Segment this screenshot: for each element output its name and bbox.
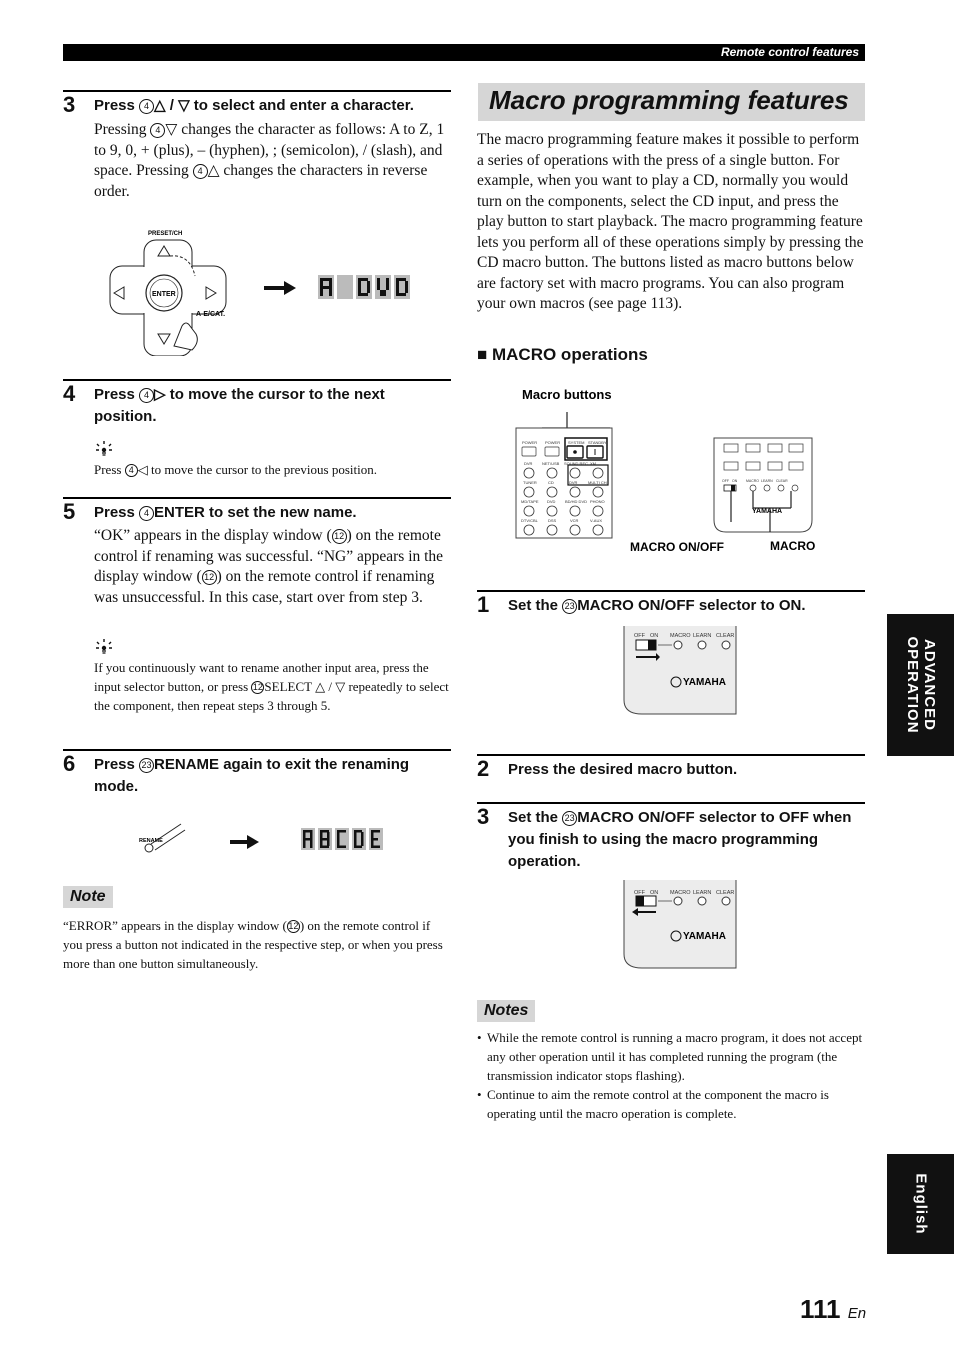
remote-label: V-AUX: [590, 518, 603, 523]
side-tab-language-label: English: [912, 1173, 929, 1235]
rename-button-label: RENAME: [139, 838, 163, 844]
step-heading: [94, 754, 454, 798]
heading-text-a: Set the: [508, 809, 559, 826]
remote-label: POWER: [545, 440, 561, 445]
switch-label: CLEAR: [776, 479, 788, 483]
tip-lightbulb-icon: [94, 439, 114, 459]
step-heading: [94, 384, 434, 428]
key-number-badge: 12: [202, 570, 217, 585]
step-number: 3: [477, 804, 490, 829]
tip-text-b: ◁ to move the cursor to the previous position.: [137, 462, 377, 477]
notes-list: [477, 1028, 865, 1123]
key-number-badge: 23: [562, 599, 577, 614]
step-rule: [477, 754, 865, 756]
body-text-b: ▽ changes the character as follows: A to Z, 1 to 9, 0, + (plus), – (hyphen), ; (semicolon), / (slash), and space. Pressing: [94, 121, 445, 179]
switch-label: LEARN: [693, 890, 712, 896]
cursor-pad-illustration: [100, 226, 420, 356]
page-title-box: [478, 83, 865, 121]
key-number-badge: 4: [125, 464, 138, 477]
heading-text-a: Press: [94, 386, 135, 403]
remote-label: MD/TAPE: [521, 499, 539, 504]
key-number-badge: 4: [193, 164, 208, 179]
macro-buttons-label: Macro buttons: [522, 387, 612, 402]
preset-ch-label: PRESET/CH: [148, 231, 183, 237]
key-number-badge: 4: [150, 123, 165, 138]
step-number: 1: [477, 592, 490, 617]
remote-label: DSS: [548, 518, 557, 523]
key-number-badge: 12: [332, 529, 347, 544]
tip-text-a: If you continuously want to rename another input area, press the input selector button, or press: [94, 660, 429, 694]
step-number: 5: [63, 499, 76, 524]
body-text-a: Pressing: [94, 121, 147, 138]
step-rule: [477, 590, 865, 592]
switch-label: ON: [732, 479, 738, 483]
key-number-badge: 23: [139, 758, 154, 773]
tip-text-b: SELECT △ / ▽ repeatedly to select the component, then repeat steps 3 through 5.: [94, 679, 449, 713]
tip-lightbulb-icon: [94, 637, 114, 657]
tip-block: [94, 439, 454, 479]
remote-label: DVD: [547, 499, 556, 504]
tip-block: [94, 637, 454, 715]
note-label: Note: [63, 886, 113, 908]
side-tab-language: [887, 1154, 954, 1254]
key-number-badge: 12: [252, 682, 263, 692]
switch-label: OFF: [722, 479, 729, 483]
step-rule: [477, 802, 865, 804]
step-rule: [63, 379, 451, 381]
remote-label: DVR: [524, 461, 533, 466]
notes-block: [477, 1000, 865, 1123]
yamaha-logo: YAMAHA: [683, 931, 726, 942]
heading-text-b: MACRO ON/OFF selector to OFF when you finish to using the macro programming operation.: [508, 809, 852, 870]
key-number-badge: 4: [139, 388, 154, 403]
rename-illustration: [135, 818, 395, 860]
note-text: [63, 916, 451, 973]
body-text-b: ) on the remote control if renaming was successful. “NG” appears in the display window (: [94, 527, 444, 585]
remote-label: MULTI CH: [588, 480, 607, 485]
switch-label: OFF: [634, 890, 645, 896]
remote-label: SOUND REC: [564, 461, 589, 466]
tip-text: [94, 658, 454, 715]
body-text-a: “OK” appears in the display window (: [94, 527, 332, 544]
list-item: • While the remote control is running a macro program, it does not accept any other operation until it has completed running the program (the transmission indicator stops flashing).: [477, 1028, 865, 1085]
notes-label: Notes: [477, 1000, 535, 1022]
switch-label: LEARN: [761, 479, 773, 483]
step-heading: [508, 807, 868, 873]
intro-paragraph: The macro programming feature makes it possible to perform a series of operations with the press of a single button. For example, when you want to play a CD, normally you would turn on the components, select the CD input, and press the play button to start playback. The macro programming feature lets you perform all of these operations simply by pressing the CD macro button. The buttons listed as macro buttons below are factory set with macro programs. You can also program your own macros (see page 113).: [477, 131, 864, 312]
remote-label: XM: [590, 461, 596, 466]
step-body: [94, 526, 454, 608]
step-number: 6: [63, 751, 76, 776]
key-number-badge: 12: [288, 921, 299, 931]
switch-label: OFF: [634, 633, 645, 639]
note-block: [63, 886, 451, 973]
remote-label: CD: [548, 480, 554, 485]
heading-text-b: RENAME again to exit the renaming mode.: [94, 756, 410, 795]
switch-label: MACRO: [670, 633, 691, 639]
step-rule: [63, 749, 451, 751]
heading-text-b: ▷ to move the cursor to the next position.: [94, 386, 385, 425]
remote-label: TUNER: [523, 480, 537, 485]
macro-onoff-label: MACRO ON/OFF: [630, 540, 724, 554]
remote-label: STANDBY: [588, 440, 607, 445]
switch-label: CLEAR: [716, 633, 735, 639]
side-tab-advanced-label: ADVANCED OPERATION: [903, 636, 938, 734]
page-title: Macro programming features: [489, 85, 849, 115]
switch-label: MACRO: [670, 890, 691, 896]
macro-switch-on-illustration: [620, 626, 740, 718]
side-tab-advanced: [887, 614, 954, 756]
remote-label: NET/USB: [542, 461, 560, 466]
enter-button-label: ENTER: [152, 291, 176, 298]
remote-label: BD/HD DVD: [565, 499, 588, 504]
list-item: • Continue to aim the remote control at the component the macro is operating until the macro operation is complete.: [477, 1085, 865, 1123]
step-heading: Press the desired macro button.: [508, 761, 738, 778]
step-number: 3: [63, 92, 76, 117]
heading-text-b: ENTER to set the new name.: [154, 504, 357, 521]
subsection-heading: ■ MACRO operations: [477, 345, 648, 364]
note-text-b: ) on the remote control if you press a button not indicated in the respective step, or when you press more than one button simultaneously.: [63, 918, 443, 971]
page-number: [800, 1294, 866, 1325]
switch-label: ON: [650, 633, 659, 639]
heading-text-b: MACRO ON/OFF selector to ON.: [577, 597, 806, 614]
remote-label: DTV/CBL: [521, 518, 538, 523]
note-text-a: “ERROR” appears in the display window (: [63, 918, 287, 933]
tip-text-a: Press: [94, 462, 122, 477]
key-number-badge: 23: [562, 811, 577, 826]
heading-text-a: Set the: [508, 597, 559, 614]
macro-remote-figure: [470, 380, 860, 558]
switch-label: LEARN: [693, 633, 712, 639]
macro-switch-off-illustration: [620, 880, 740, 972]
switch-label: MACRO: [746, 479, 760, 483]
step-number: 2: [477, 756, 490, 781]
step-heading: [508, 595, 868, 617]
remote-label: SYSTEM: [568, 440, 585, 445]
step-rule: [63, 90, 451, 92]
header-bar: [63, 44, 865, 61]
body-text-c: ) on the remote control if renaming was unsuccessful. In this case, start over from step 3.: [94, 568, 435, 606]
heading-text-b: △ / ▽ to select and enter a character.: [154, 97, 414, 114]
macro-label: MACRO: [770, 539, 816, 553]
tip-text: [94, 460, 454, 479]
heading-text-a: Press: [94, 504, 135, 521]
step-body: [94, 120, 454, 202]
step-rule: [63, 497, 451, 499]
yamaha-logo: YAMAHA: [683, 677, 726, 688]
heading-text-a: Press: [94, 97, 135, 114]
remote-label: VCR: [570, 518, 579, 523]
heading-text-a: Press: [94, 756, 135, 773]
body-text-c: △ changes the characters in reverse order.: [94, 162, 428, 200]
page-language: En: [847, 1305, 867, 1322]
step-heading: [94, 502, 454, 524]
key-number-badge: 4: [139, 99, 154, 114]
switch-label: CLEAR: [716, 890, 735, 896]
section-title: Remote control features: [720, 45, 859, 59]
remote-label: POWER: [522, 440, 538, 445]
step-number: 4: [63, 381, 76, 406]
switch-label: ON: [650, 890, 659, 896]
remote-label: DVR: [569, 480, 578, 485]
ae-cat-label: A-E/CAT.: [196, 311, 226, 318]
yamaha-logo: YAMAHA: [752, 508, 783, 515]
key-number-badge: 4: [139, 506, 154, 521]
step-heading: [94, 95, 454, 117]
remote-label: PHONO: [590, 499, 605, 504]
page-number-value: 111: [800, 1294, 841, 1324]
